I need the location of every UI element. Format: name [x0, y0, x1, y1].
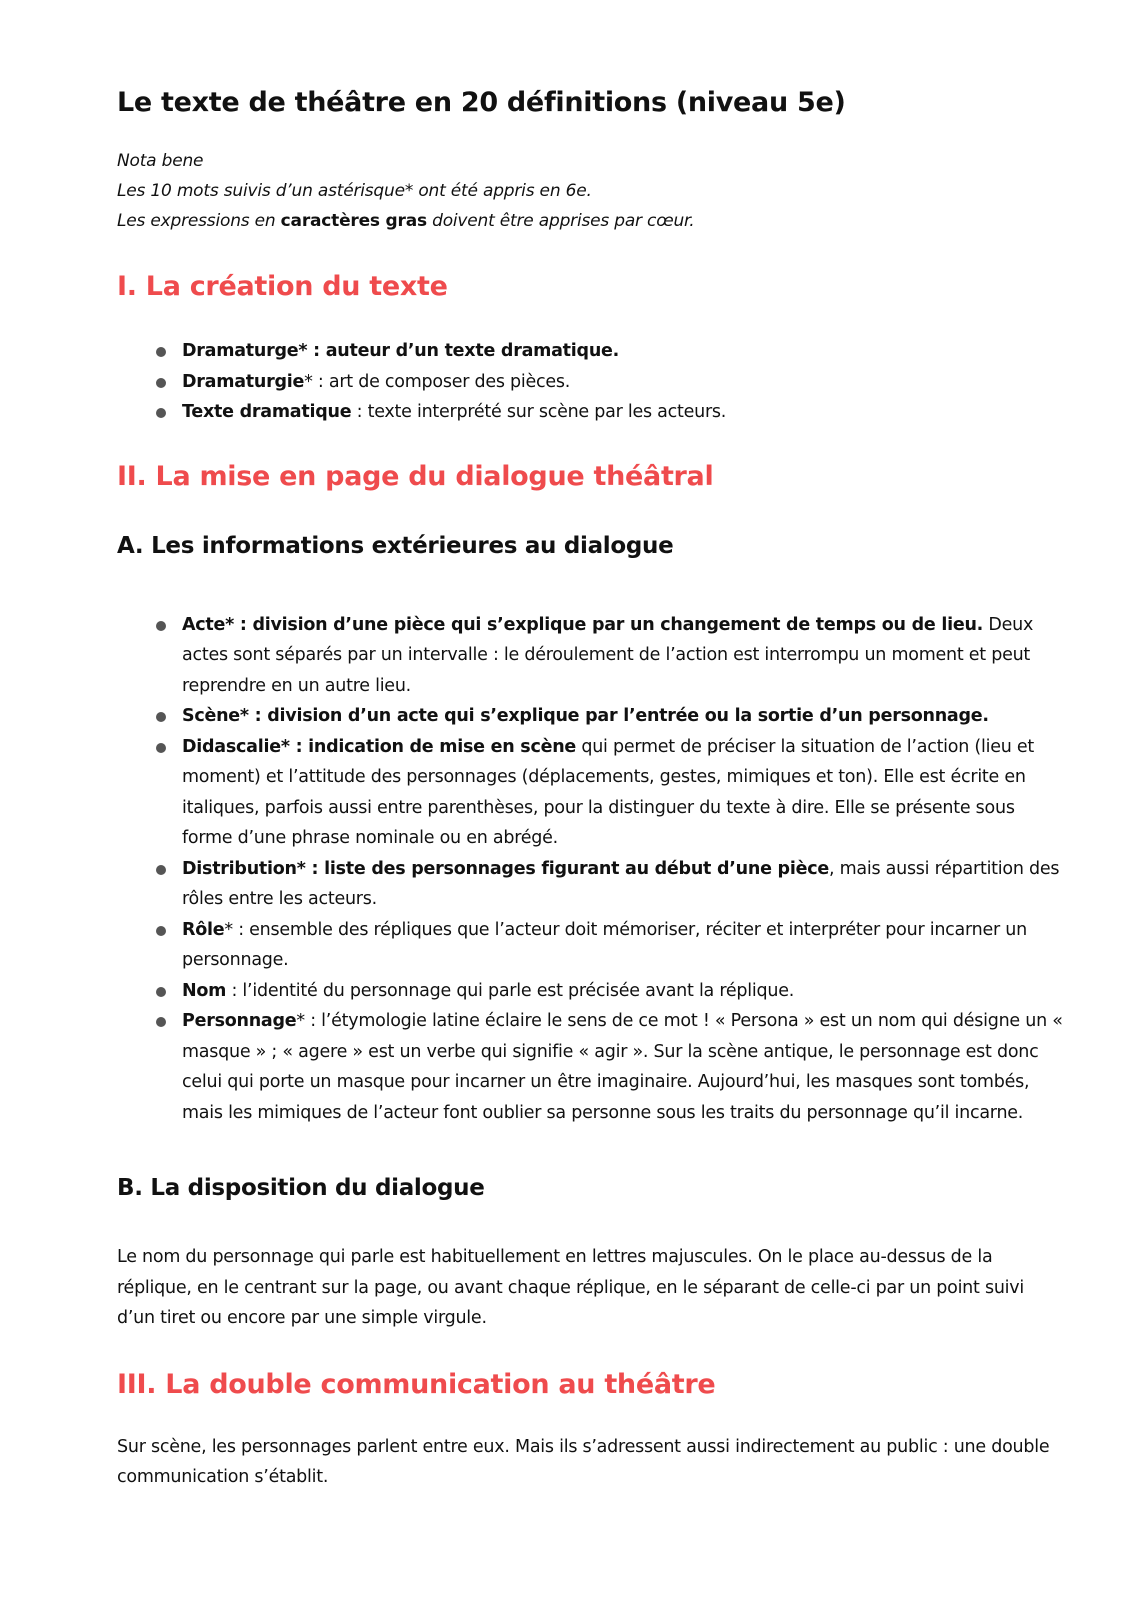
item-definition: : l’identité du personnage qui parle est précisée avant la réplique.	[226, 980, 795, 1001]
document-page	[117, 84, 1067, 1493]
list-item	[182, 610, 1067, 702]
item-term: Dramaturgie	[182, 371, 305, 392]
definition-list-2	[117, 610, 1067, 1129]
nota-line-3	[117, 206, 1067, 236]
section-heading-2: II. La mise en page du dialogue théâtral	[117, 460, 714, 492]
page-title: Le texte de théâtre en 20 définitions (niveau 5e)	[117, 87, 846, 118]
list-item	[182, 915, 1067, 976]
item-definition: * : art de composer des pièces.	[304, 371, 571, 392]
subsection-heading-a: A. Les informations extérieures au dialogue	[117, 532, 674, 559]
item-definition: Deux actes sont séparés par un intervalle : le déroulement de l’action est interrompu un moment et peut reprendre en un autre lieu.	[182, 614, 1034, 696]
item-term: Rôle	[182, 919, 225, 940]
item-term: Texte dramatique	[182, 402, 352, 422]
section-heading-1: I. La création du texte	[117, 271, 448, 302]
item-term: Didascalie* : indication de mise en scène	[182, 736, 577, 757]
item-definition: qui permet de préciser la situation de l’action (lieu et moment) et l’attitude des personnages (déplacements, gestes, mimiques et ton). Elle est écrite en italiques, parfois aussi entre parenthèses, pour la distinguer du texte à dire. Elle se présente sous forme d’une phrase nominale ou en abrégé.	[182, 736, 1034, 848]
list-item	[182, 732, 1067, 854]
list-item	[182, 336, 1067, 367]
list-item	[182, 854, 1067, 915]
subsection-heading-b: B. La disposition du dialogue	[117, 1175, 485, 1201]
nota-line-3-bold: caractères gras	[280, 211, 427, 231]
nota-line-3-post: doivent être apprises par cœur.	[426, 211, 695, 231]
item-term: Scène* : division d’un acte qui s’explique par l’entrée ou la sortie d’un personnage.	[182, 706, 989, 726]
definition-list-1	[117, 336, 1067, 428]
item-definition: , mais aussi répartition des rôles entre les acteurs.	[182, 858, 1060, 909]
list-item	[182, 367, 1067, 398]
nota-line-3-pre: Les expressions en	[117, 211, 281, 231]
item-term: Dramaturge* : auteur d’un texte dramatique.	[182, 341, 620, 361]
section-heading-3: III. La double communication au théâtre	[117, 1368, 716, 1400]
item-definition: * : l’étymologie latine éclaire le sens de ce mot ! « Persona » est un nom qui désigne un « masque » ; « agere » est un verbe qui signifie « agir ». Sur la scène antique, le personnage est donc celui qui porte un masque pour incarner un être imaginaire. Aujourd’hui, les masques sont tombés, mais les mimiques de l’acteur font oublier sa personne sous les traits du personnage qu’il incarne.	[182, 1011, 1063, 1123]
item-definition: : texte interprété sur scène par les acteurs.	[351, 402, 727, 422]
paragraph-double-communication: Sur scène, les personnages parlent entre eux. Mais ils s’adressent aussi indirectement au public : une double communication s’établit.	[117, 1436, 1050, 1487]
item-term: Acte* : division d’une pièce qui s’explique par un changement de temps ou de lieu.	[182, 614, 984, 635]
list-item	[182, 1006, 1067, 1128]
item-term: Distribution* : liste des personnages figurant au début d’une pièce	[182, 858, 829, 879]
item-term: Nom	[182, 980, 227, 1001]
nota-bene	[117, 146, 1067, 236]
list-item	[182, 397, 1067, 428]
item-definition: * : ensemble des répliques que l’acteur doit mémoriser, réciter et interpréter pour incarner un personnage.	[182, 919, 1027, 970]
list-item	[182, 701, 1067, 732]
paragraph-disposition: Le nom du personnage qui parle est habituellement en lettres majuscules. On le place au-dessus de la réplique, en le centrant sur la page, ou avant chaque réplique, en le séparant de celle-ci par un point suivi d’un tiret ou encore par une simple virgule.	[117, 1247, 1024, 1328]
list-item	[182, 976, 1067, 1007]
item-term: Personnage	[182, 1011, 297, 1031]
nota-line-2: Les 10 mots suivis d’un astérisque* ont été appris en 6e.	[117, 181, 592, 201]
nota-line-1: Nota bene	[117, 151, 204, 171]
